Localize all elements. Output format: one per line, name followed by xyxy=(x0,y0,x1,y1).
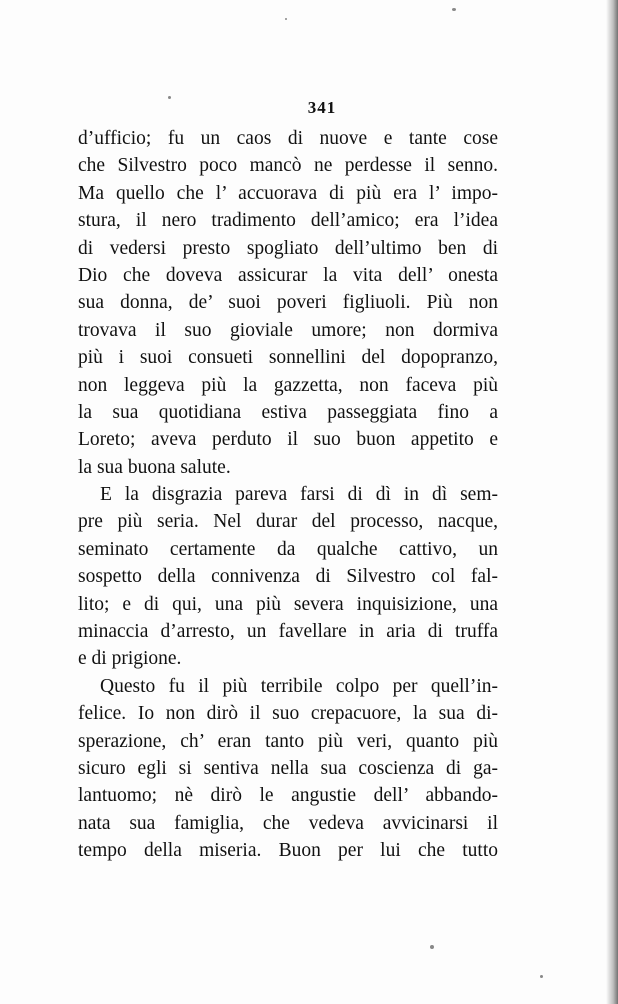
page-number: 341 xyxy=(307,98,337,117)
text-line: felice. Io non dirò il suo crepacuore, la sua di- xyxy=(78,703,498,725)
text-line: Ma quello che l’ accuorava di più era l’ impo- xyxy=(78,182,498,204)
page-edge-shadow xyxy=(606,0,618,1004)
text-line: seminato certamente da qualche cattivo, un xyxy=(78,538,498,560)
text-line: stura, il nero tradimento dell’amico; era l’idea xyxy=(78,210,498,232)
text-line: d’ufficio; fu un caos di nuove e tante cose xyxy=(78,128,498,149)
text-line: che Silvestro poco mancò ne perdesse il senno. xyxy=(78,155,498,177)
text-line: sospetto della connivenza di Silvestro col fal- xyxy=(78,566,498,588)
paper-speck xyxy=(430,945,434,949)
text-line: sperazione, ch’ eran tanto più veri, quanto più xyxy=(78,730,498,752)
text-line: la sua buona salute. xyxy=(78,456,231,478)
text-line: minaccia d’arresto, un favellare in aria di truffa xyxy=(78,621,498,643)
text-line: di vedersi presto spogliato dell’ultimo ben di xyxy=(78,237,498,259)
text-line: e di prigione. xyxy=(78,648,182,670)
text-line: Loreto; aveva perduto il suo buon appetito e xyxy=(78,429,498,451)
text-line: E la disgrazia pareva farsi di dì in dì sem- xyxy=(100,484,498,506)
body-text xyxy=(78,125,498,865)
text-line: la sua quotidiana estiva passeggiata fino a xyxy=(78,401,498,423)
text-line: tempo della miseria. Buon per lui che tutto xyxy=(78,840,498,862)
text-line: sua donna, de’ suoi poveri figliuoli. Più non xyxy=(78,292,498,314)
paper-speck xyxy=(540,975,543,978)
text-line: trovava il suo gioviale umore; non dormiva xyxy=(78,319,498,341)
text-line: sicuro egli si sentiva nella sua coscienza di ga- xyxy=(78,757,498,779)
text-line: più i suoi consueti sonnellini del dopopranzo, xyxy=(78,347,498,369)
text-line: lito; e di qui, una più severa inquisizione, una xyxy=(78,593,498,615)
text-line: non leggeva più la gazzetta, non faceva più xyxy=(78,374,498,396)
paper-speck xyxy=(285,18,287,20)
text-line: lantuomo; nè dirò le angustie dell’ abbando- xyxy=(78,785,498,807)
text-line: nata sua famiglia, che vedeva avvicinarsi il xyxy=(78,812,498,834)
text-line: Questo fu il più terribile colpo per quell’in- xyxy=(100,675,498,697)
text-line: Dio che doveva assicurar la vita dell’ onesta xyxy=(78,264,498,286)
paper-speck xyxy=(452,8,456,11)
text-line: pre più seria. Nel durar del processo, nacque, xyxy=(78,511,498,533)
